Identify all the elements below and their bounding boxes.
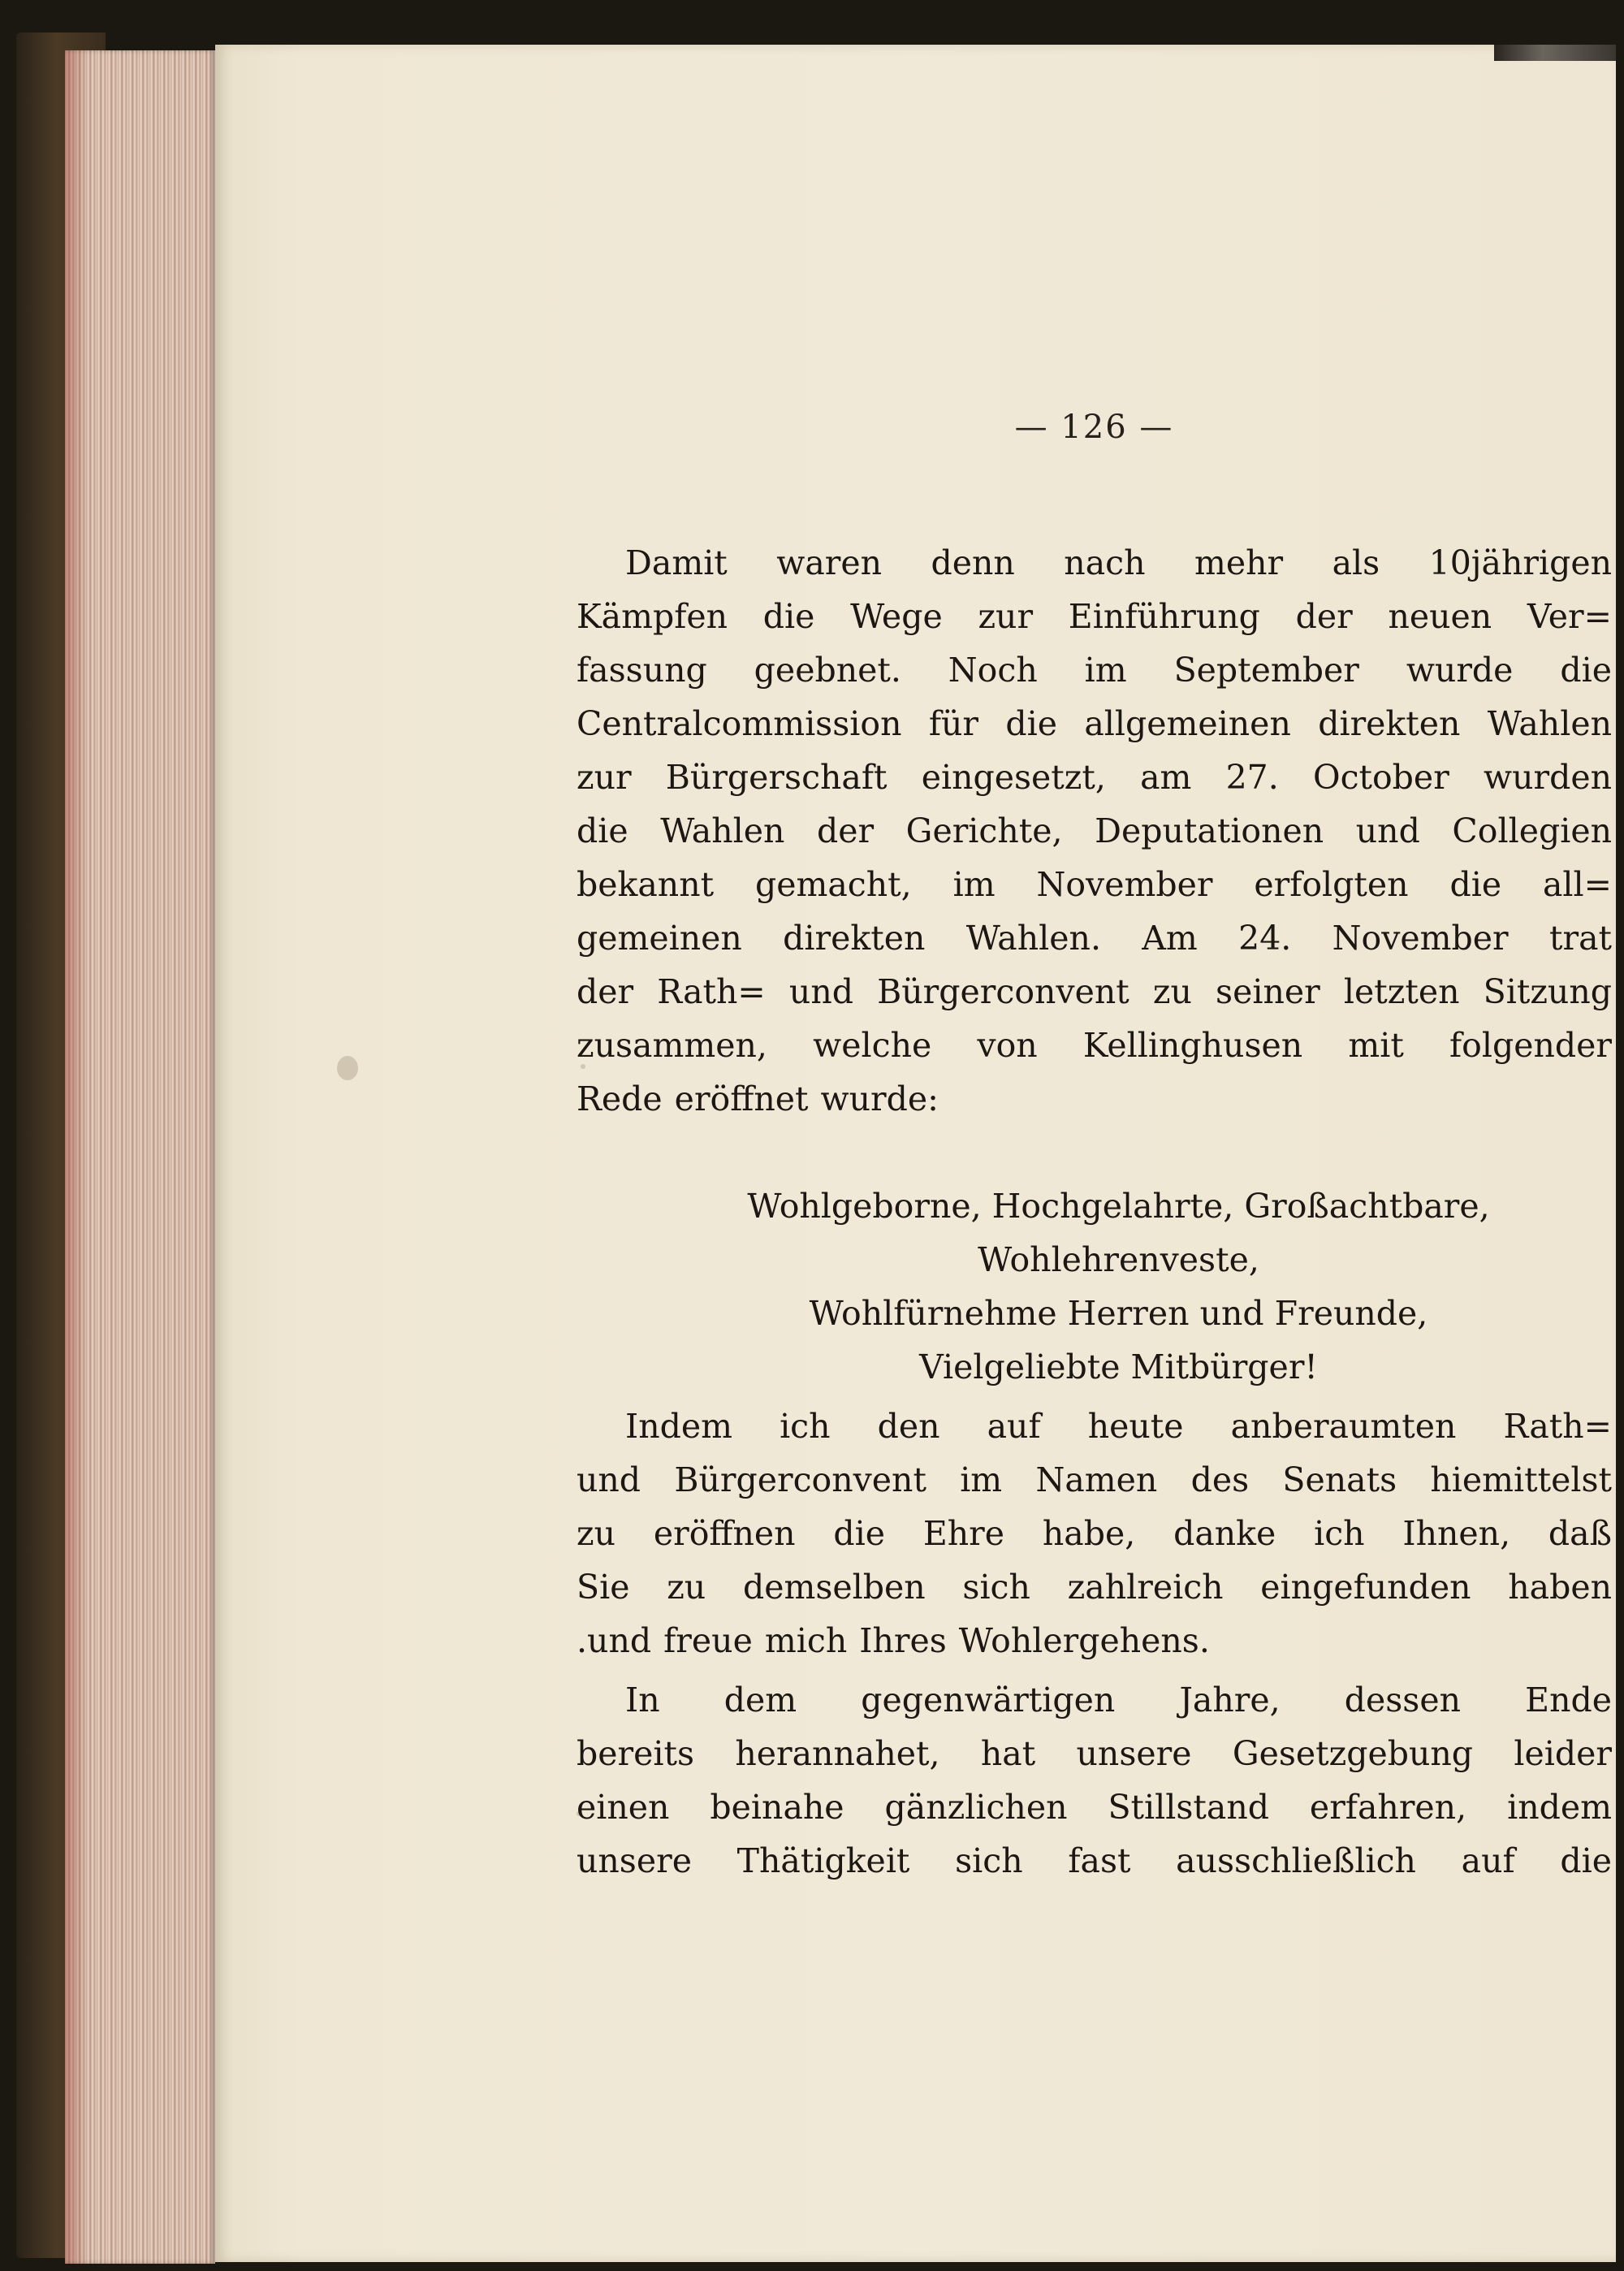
salutation-line: Wohlfürnehme Herren und Freunde, bbox=[809, 1294, 1428, 1333]
text-line: Indem ich den auf heute anberaumten Rath= bbox=[625, 1407, 1612, 1446]
text-line: fassung geebnet. Noch im September wurde die bbox=[577, 651, 1612, 690]
text-line: zur Bürgerschaft eingesetzt, am 27. October wurden bbox=[577, 758, 1612, 797]
text-line: bekannt gemacht, im November erfolgten die all= bbox=[577, 865, 1612, 904]
page-number: — 126 — bbox=[1014, 409, 1174, 446]
paragraph-speech-1 bbox=[577, 1399, 1612, 1668]
text-line: Centralcommission für die allgemeinen direkten Wahlen bbox=[577, 704, 1612, 743]
text-line: Kämpfen die Wege zur Einführung der neuen Ver= bbox=[577, 597, 1612, 636]
text-line: zu eröffnen die Ehre habe, danke ich Ihnen, daß bbox=[577, 1514, 1612, 1553]
text-line: Damit waren denn nach mehr als 10jährigen bbox=[625, 543, 1612, 582]
text-line: zusammen, welche von Kellinghusen mit folgender bbox=[577, 1026, 1612, 1065]
salutation-line: Wohlgeborne, Hochgelahrte, Großachtbare, bbox=[747, 1187, 1490, 1226]
paper-speck bbox=[337, 1056, 358, 1080]
paragraph-speech-2 bbox=[577, 1673, 1612, 1888]
page-stack-edges bbox=[65, 50, 215, 2264]
text-line: die Wahlen der Gerichte, Deputationen und Collegien bbox=[577, 811, 1612, 850]
scan-corner-strip bbox=[1494, 45, 1616, 61]
text-line: gemeinen direkten Wahlen. Am 24. November trat bbox=[577, 919, 1612, 958]
text-line: In dem gegenwärtigen Jahre, dessen Ende bbox=[625, 1681, 1612, 1719]
salutation-line: Vielgeliebte Mitbürger! bbox=[919, 1347, 1318, 1386]
text-line: .und freue mich Ihres Wohlergehens. bbox=[577, 1621, 1210, 1660]
text-line: der Rath= und Bürgerconvent zu seiner letzten Sitzung bbox=[577, 972, 1612, 1011]
book-page bbox=[215, 45, 1616, 2262]
text-line: Rede eröffnet wurde: bbox=[577, 1079, 939, 1118]
text-line: bereits herannahet, hat unsere Gesetzgebung leider bbox=[577, 1734, 1612, 1773]
salutation-line: Wohlehrenveste, bbox=[978, 1240, 1259, 1279]
paragraph-intro bbox=[577, 536, 1612, 1126]
text-line: Sie zu demselben sich zahlreich eingefunden haben bbox=[577, 1568, 1612, 1607]
text-line: einen beinahe gänzlichen Stillstand erfahren, indem bbox=[577, 1788, 1612, 1827]
speech-salutation bbox=[601, 1179, 1624, 1394]
text-line: unsere Thätigkeit sich fast ausschließlich auf die bbox=[577, 1841, 1612, 1880]
text-line: und Bürgerconvent im Namen des Senats hiemittelst bbox=[577, 1460, 1612, 1499]
